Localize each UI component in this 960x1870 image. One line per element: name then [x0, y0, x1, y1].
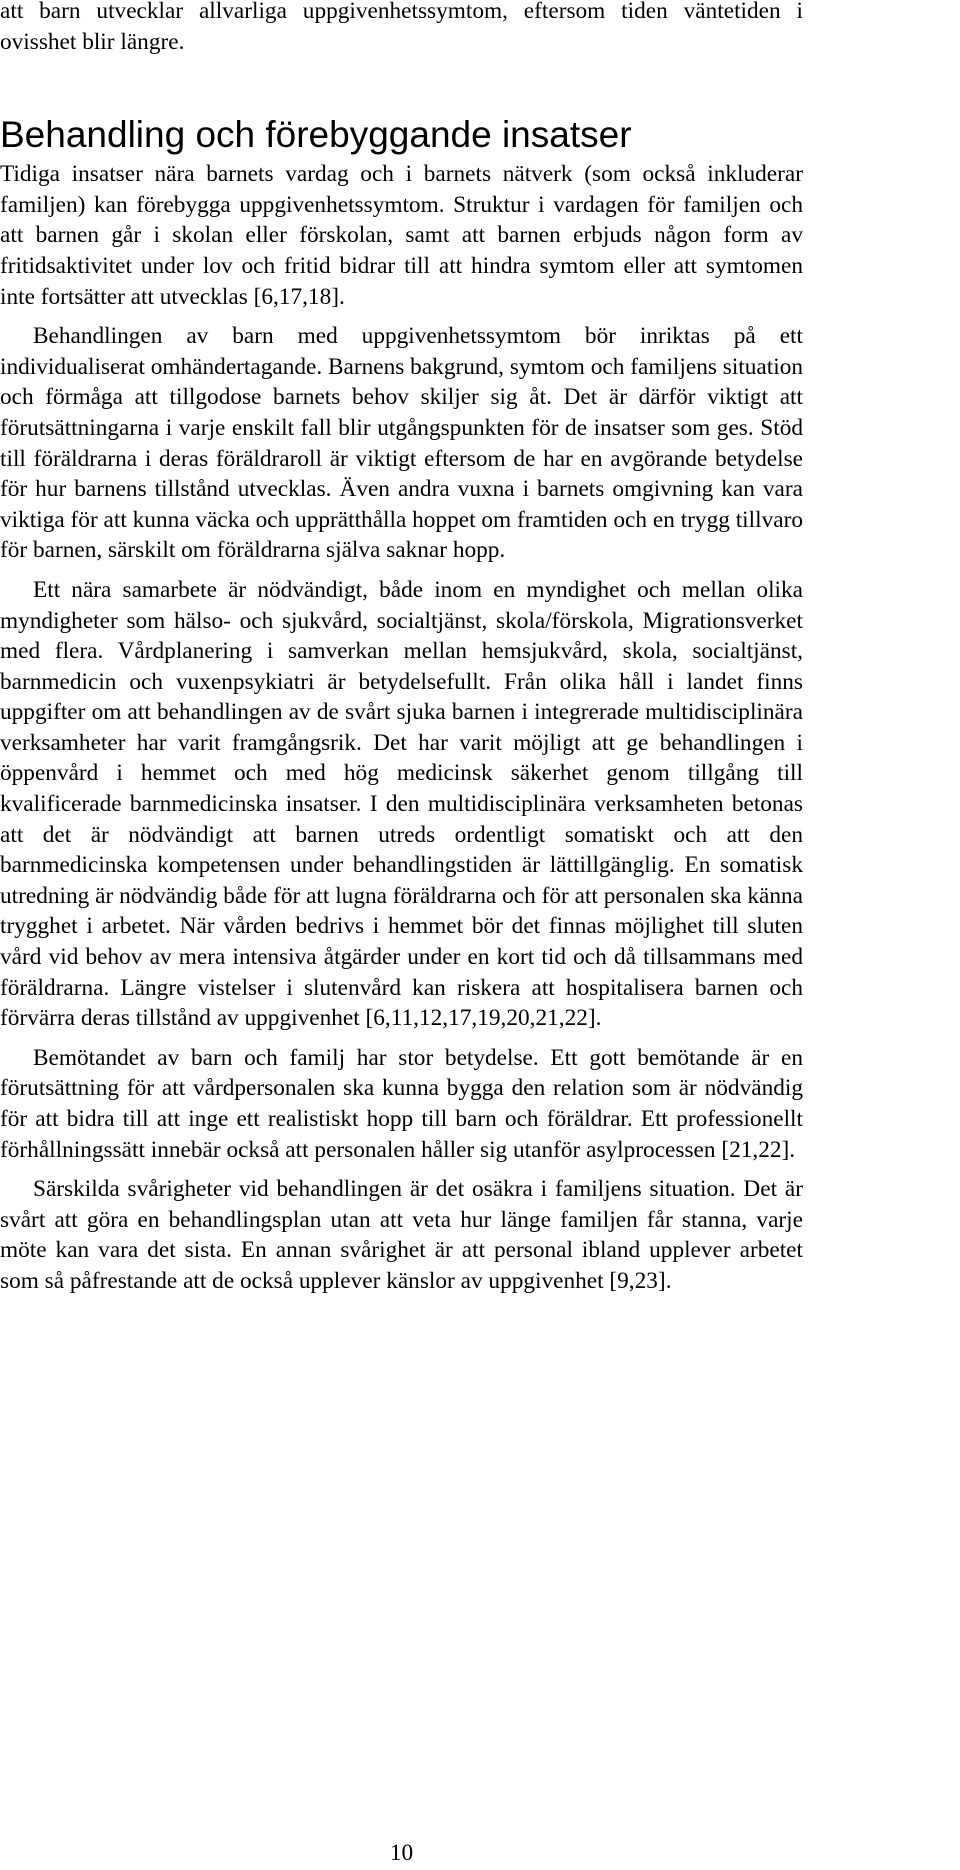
- intro-fragment: att barn utvecklar allvarliga uppgivenhetssymtom, eftersom tiden väntetiden i ovisshet blir längre.: [0, 0, 803, 55]
- section-heading: Behandling och förebyggande insatser: [0, 114, 632, 156]
- paragraph-4: Bemötandet av barn och familj har stor betydelse. Ett gott bemötande är en förutsättning för att vårdpersonalen ska kunna bygga den relation som är nödvändig för att bidra till att inge ett realistiskt hopp till barn och föräldrar. Ett professionellt förhållningssätt innebär också att personalen håller sig utanför asylprocessen [21,22].: [0, 1044, 803, 1163]
- paragraph-1: Tidiga insatser nära barnets vardag och i barnets nätverk (som också inkluderar familjen) kan förebygga uppgivenhetssymtom. Struktur i vardagen för familjen och att barnen går i skolan eller förskolan, samt att barnen erbjuds någon form av fritidsaktivitet under lov och fritid bidrar till att hindra symtom eller att symtomen inte fortsätter att utvecklas [6,17,18].: [0, 161, 803, 310]
- paragraph-3: Ett nära samarbete är nödvändigt, både inom en myndighet och mellan olika myndigheter som hälso- och sjukvård, socialtjänst, skola/förskola, Migrationsverket med flera. Vårdplanering i samverkan mellan hemsjukvård, skola, socialtjänst, barnmedicin och vuxenpsykiatri är betydelsefullt. Från olika håll i landet finns uppgifter om att behandlingen av de svårt sjuka barnen i integrerade multidisciplinära verksamheter har varit framgångsrik. Det har varit möjligt att ge behandlingen i öppenvård i hemmet och med hög medicinsk säkerhet genom tillgång till kvalificerade barnmedicinska insatser. I den multidisciplinära verksamheten betonas att det är nödvändigt att barnen utreds ordentligt somatiskt och att den barnmedicinska kompetensen under behandlingstiden är lättillgänglig. En somatisk utredning är nödvändig både för att lugna föräldrarna och för att personalen ska känna trygghet i arbetet. När vården bedrivs i hemmet bör det finnas möjlighet till sluten vård vid behov av mera intensiva åtgärder under en kort tid och då tillsammans med föräldrarna. Längre vistelser i slutenvård kan riskera att hospitalisera barnen och förvärra deras tillstånd av uppgivenhet [6,11,12,17,19,20,21,22].: [0, 576, 803, 1032]
- paragraph-2: Behandlingen av barn med uppgivenhetssymtom bör inriktas på ett individualiserat omhändertagande. Barnens bakgrund, symtom och familjens situation och förmåga att tillgodose barnets behov skiljer sig åt. Det är därför viktigt att förutsättningarna i varje enskilt fall blir utgångspunkten för de insatser som ges. Stöd till föräldrarna i deras föräldraroll är viktigt eftersom de har en avgörande betydelse för hur barnens tillstånd utvecklas. Även andra vuxna i barnets omgivning kan vara viktiga för att kunna väcka och upprätthålla hoppet om framtiden och en trygg tillvaro för barnen, särskilt om föräldrarna själva saknar hopp.: [0, 323, 803, 564]
- page-number: 10: [389, 1840, 414, 1866]
- paragraph-5: Särskilda svårigheter vid behandlingen är det osäkra i familjens situation. Det är svårt att göra en behandlingsplan utan att veta hur länge familjen får stanna, varje möte kan vara det sista. En annan svårighet är att personal ibland upplever arbetet som så påfrestande att de också upplever känslor av uppgivenhet [9,23].: [0, 1176, 803, 1294]
